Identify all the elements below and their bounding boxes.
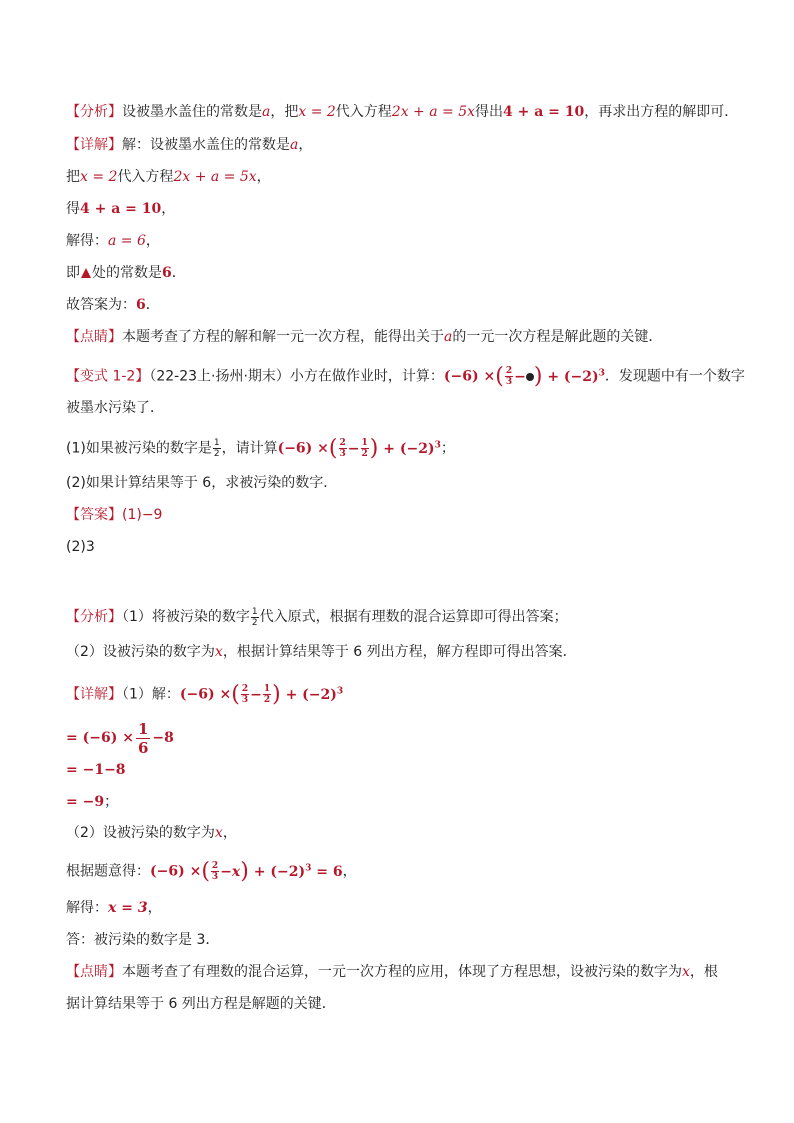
line-c1: 【分析】（1）将被污染的数字 $\frac{1}{2}$ 代入原式，根据有理数的混合运算即可得出答案； <box>66 606 568 628</box>
line-c3: 【详解】（1）解：(−6) ×( $\frac{2}{3}$ − $\frac{1}{2}$ ) + $(-2)^3$ <box>66 681 344 707</box>
line-b6: (2)3 <box>66 539 95 555</box>
line-a3: 把x = 2代入方程2x + a = 5x， <box>66 169 271 185</box>
tag-detail-2: 【详解】 <box>66 686 122 703</box>
tag-variant: 【变式 1-2】 <box>66 368 150 385</box>
tag-detail: 【详解】 <box>66 137 122 153</box>
line-c4: = (−6) × $\frac{1}{6}$ −8 <box>66 719 174 757</box>
line-a4: 得4 + a = 10， <box>66 201 176 217</box>
tag-comment-2: 【点睛】 <box>66 964 122 980</box>
tag-answer: 【答案】 <box>66 507 122 523</box>
line-b1: 【变式 1-2】（22-23上·扬州·期末）小方在做作业时，计算：(−6) ×( $\frac{2}{3}$ − ) + $(-2)^3$．发现题中有一个数字 <box>66 363 745 389</box>
line-c8: 根据题意得：(−6) ×( $\frac{2}{3}$ $-x) + (-2)^3 = 6$， <box>66 858 357 884</box>
tag-analysis-2: 【分析】 <box>66 609 122 625</box>
line-a5: 解得：a = 6， <box>66 233 160 249</box>
line-c5: = −1−8 <box>66 762 126 778</box>
line-b2: 被墨水污染了． <box>66 400 164 416</box>
line-c2: （2）设被污染的数字为x，根据计算结果等于 6 列出方程，解方程即可得出答案． <box>66 644 577 660</box>
tag-comment: 【点睛】 <box>66 329 122 345</box>
line-c12: 据计算结果等于 6 列出方程是解题的关键． <box>66 996 336 1012</box>
line-a8: 【点睛】本题考查了方程的解和解一元一次方程，能得出关于a的一元一次方程是解此题的关键． <box>66 329 663 345</box>
line-a1: 【分析】设被墨水盖住的常数是a，把x = 2代入方程2x + a = 5x得出4 + a = 10，再求出方程的解即可． <box>66 104 739 120</box>
line-a6: 即 处的常数是6． <box>66 265 186 281</box>
line-b3: (1)如果被污染的数字是 $\frac{1}{2}$ ，请计算(−6) ×( $\frac{2}{3}$ − $\frac{1}{2}$ ) + $(-2)^3$； <box>66 435 455 461</box>
line-c7: （2）设被污染的数字为x， <box>66 825 237 841</box>
line-a2: 【详解】解：设被墨水盖住的常数是a， <box>66 137 313 153</box>
line-b4: (2)如果计算结果等于 6，求被污染的数字． <box>66 475 338 491</box>
line-b5: 【答案】(1)−9 <box>66 507 163 523</box>
line-c9: 解得：x = 3， <box>66 900 162 916</box>
ink-blot-icon <box>526 373 534 381</box>
line-a7: 故答案为：6． <box>66 297 160 313</box>
tag-analysis: 【分析】 <box>66 104 122 120</box>
line-c6: = −9； <box>66 794 119 810</box>
triangle-icon <box>81 268 91 278</box>
line-c11: 【点睛】本题考查了有理数的混合运算，一元一次方程的应用，体现了方程思想，设被污染的数字为x，根 <box>66 964 718 980</box>
line-c10: 答：被污染的数字是 3． <box>66 932 220 948</box>
